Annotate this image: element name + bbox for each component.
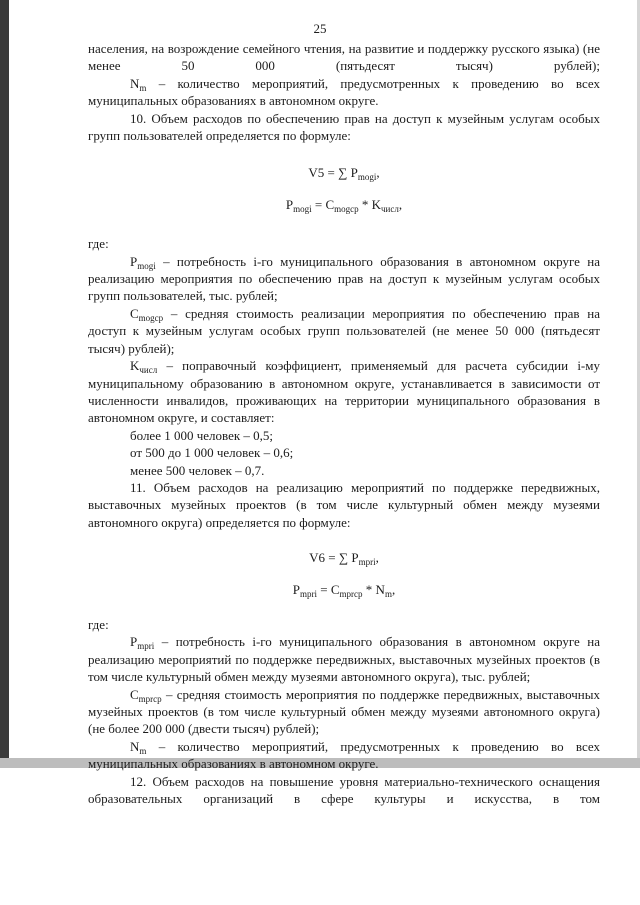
paragraph-pmogi-definition: $P_{mogi}$ – потребность i-го муниципального образования в автономном округе на реализацию мероприятия по обеспечению прав на доступ к музейным услугам особых групп пользователей, тыс. рублей; bbox=[88, 253, 600, 304]
paragraph-continuation: населения, на возрождение семейного чтения, на развитие и поддержку русского языка) (не менее 50 000 (пятьдесят тысяч) рублей); bbox=[88, 41, 600, 74]
coefficient-value-1: более 1 000 человек – 0,5; bbox=[130, 427, 274, 443]
paragraph-nm-definition bbox=[88, 75, 600, 110]
symbol: N bbox=[130, 75, 140, 91]
paragraph-nm-definition-2: $N_m$ – количество мероприятий, предусмотренных к проведению во всех муниципальных образованиях в автономном округе. bbox=[88, 738, 600, 772]
coefficient-value-3: менее 500 человек – 0,7. bbox=[130, 462, 265, 478]
where-label: где: bbox=[88, 616, 109, 632]
page-number: 25 bbox=[313, 21, 327, 36]
scan-edge-left bbox=[0, 0, 9, 768]
formula-v6: V6 = ∑ $P_{mpri}$, bbox=[309, 550, 379, 568]
definition-text: – количество мероприятий, предусмотренных к проведению во всех муниципальных образованиях в автономном округе. bbox=[88, 75, 600, 109]
formula-pmogi: $P_{mogi} = C_{mogср} * K_{числ}$, bbox=[285, 196, 403, 214]
paragraph-item-11: 11. Объем расходов на реализацию мероприятий по поддержке передвижных, выставочных музейных проектов (в том числе культурный обмен между музеями автономного округа) определяется по формуле: bbox=[88, 479, 600, 530]
paragraph-pmpri-definition: $P_{mpri}$ – потребность i-го муниципального образования в автономном округе на реализацию мероприятий по поддержке передвижных, выставочных музейных проектов (в том числе культурный обмен между музеями автономного округа), тыс. рублей; bbox=[88, 634, 600, 685]
document-body bbox=[88, 40, 600, 807]
paragraph-item-12: 12. Объем расходов на повышение уровня материально-технического оснащения образовательных организаций в сфере культуры и искусства, в том bbox=[88, 773, 600, 807]
paragraph-kchisl-definition: $K_{числ}$ – поправочный коэффициент, применяемый для расчета субсидии i-му муниципальному образованию в автономном округе, устанавливается в зависимости от численности инвалидов, проживающих на территории муниципального образования в автономном округе, и составляет: bbox=[88, 358, 600, 426]
formula-pmpri: $P_{mpri} = C_{mprср} * N_m$, bbox=[292, 581, 396, 599]
paragraph-item-10: 10. Объем расходов по обеспечению прав на доступ к музейным услугам особых групп пользователей определяется по формуле: bbox=[88, 110, 600, 144]
symbol-subscript: m bbox=[139, 82, 147, 93]
formula-v5: V5 = ∑ $P_{mogi}$, bbox=[308, 165, 380, 183]
paragraph-cmogcp-definition: $C_{mogср}$ – средняя стоимость реализации мероприятия по обеспечению прав на доступ к музейным услугам особых групп пользователей (не менее 50 000 (пятьдесят тысяч) рублей); bbox=[88, 305, 600, 356]
coefficient-value-2: от 500 до 1 000 человек – 0,6; bbox=[130, 445, 294, 461]
paragraph-cmprcp-definition: $C_{mprср}$ – средняя стоимость мероприятия по поддержке передвижных, выставочных музейных проектов (в том числе культурный обмен между музеями автономного округа) (не более 200 000 (двести тысяч) рублей); bbox=[88, 686, 600, 737]
where-label: где: bbox=[88, 236, 109, 252]
